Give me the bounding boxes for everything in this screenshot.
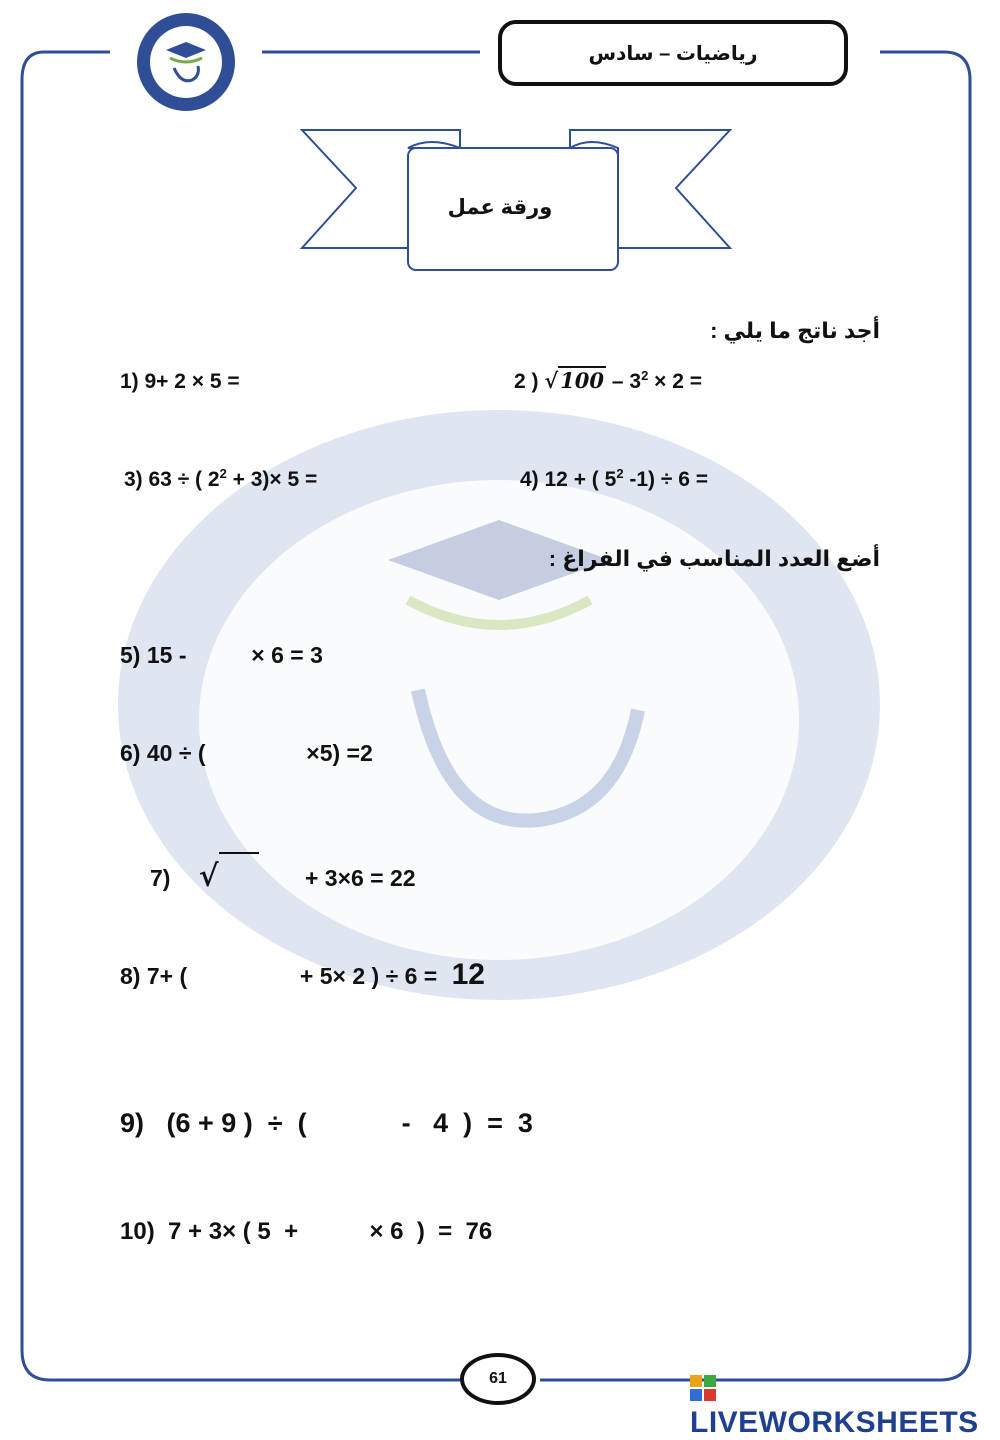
- question-6: [120, 740, 373, 767]
- question-8-part-b: + 5× 2 ) ÷ 6 =: [299, 963, 438, 989]
- worksheet-title: ورقة عمل: [447, 196, 553, 219]
- subject-grade-box: [498, 20, 848, 86]
- question-9-part-a: 9) (6 + 9 ) ÷ (: [120, 1108, 307, 1138]
- question-2-exponent: 2: [641, 368, 649, 383]
- question-6-part-a: 6) 40 ÷ (: [120, 740, 206, 766]
- school-logo: [136, 12, 236, 112]
- question-8-part-a: 8) 7+ (: [120, 963, 188, 989]
- answer-blank-7[interactable]: [219, 852, 259, 878]
- question-3-part-a: 3) 63 ÷ ( 2: [124, 468, 220, 491]
- question-7-part-b: + 3×6 = 22: [304, 865, 416, 891]
- question-10-part-b: × 6 ) = 76: [369, 1218, 493, 1245]
- question-4-part-b: -1) ÷ 6 =: [623, 468, 709, 491]
- question-2-minus: – 3: [611, 370, 642, 393]
- page-number: [460, 1353, 536, 1405]
- question-8-answer: 12: [451, 958, 485, 991]
- section1-heading: أجد ناتج ما يلي :: [710, 318, 880, 343]
- question-7-number: 7): [150, 865, 171, 891]
- question-10-part-a: 10) 7 + 3× ( 5 +: [120, 1218, 299, 1245]
- question-10: [120, 1218, 492, 1246]
- question-4-part-a: 4) 12 + ( 5: [520, 468, 617, 491]
- question-4: [520, 468, 708, 492]
- question-5: [120, 642, 323, 669]
- question-6-part-b: ×5) =2: [306, 740, 373, 766]
- question-5-part-a: 5) 15 -: [120, 642, 187, 668]
- question-5-part-b: × 6 = 3: [251, 642, 323, 668]
- question-2-tail: × 2 =: [654, 370, 703, 393]
- question-3-exponent: 2: [219, 466, 227, 481]
- question-9: [120, 1108, 533, 1139]
- page-number-text: 61: [489, 1370, 507, 1387]
- question-1: 1) 9+ 2 × 5 =: [120, 370, 240, 393]
- question-7: [150, 852, 416, 894]
- question-8: [120, 958, 485, 992]
- question-4-exponent: 2: [616, 466, 624, 481]
- liveworksheets-logo-icon: [690, 1375, 716, 1401]
- sqrt-symbol-icon: √: [198, 859, 219, 894]
- question-2-radicand: 100: [560, 368, 605, 393]
- question-3-part-b: + 3)× 5 =: [226, 468, 318, 491]
- section2-heading: أضع العدد المناسب في الفراغ :: [548, 546, 880, 571]
- question-9-part-b: - 4 ) = 3: [401, 1108, 533, 1138]
- watermark-logo: [118, 410, 880, 1000]
- question-3: [124, 468, 317, 492]
- question-2: [514, 368, 702, 394]
- question-2-prefix: 2 ): [514, 370, 539, 393]
- liveworksheets-brand: [690, 1372, 1000, 1440]
- sqrt-icon: √: [544, 368, 559, 393]
- subject-grade-text: رياضيات – سادس: [588, 42, 758, 65]
- liveworksheets-brand-text: LIVEWORKSHEETS: [690, 1406, 979, 1439]
